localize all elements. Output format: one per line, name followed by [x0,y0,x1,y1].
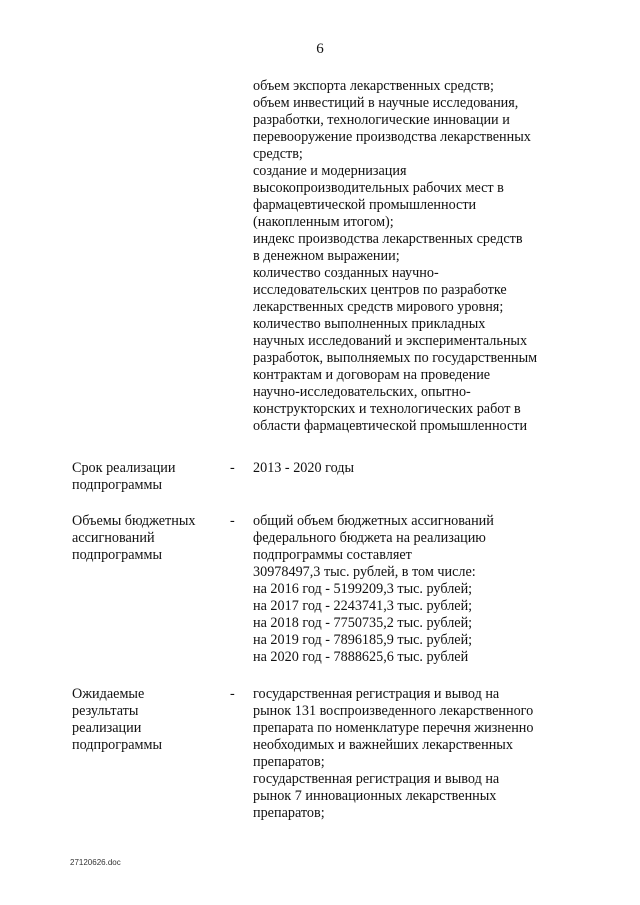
label-line: результаты [72,703,139,719]
indicator-line: объем экспорта лекарственных средств; [253,78,494,94]
indicator-line: (накопленным итогом); [253,214,394,230]
indicator-line: количество выполненных прикладных [253,316,486,332]
indicator-line: научно-исследовательских, опытно- [253,384,471,400]
content-line: препаратов; [253,754,325,770]
indicator-line: разработок, выполняемых по государственным [253,350,538,366]
row-dash: - [230,513,235,529]
indicator-line: области фармацевтической промышленности [253,418,528,434]
content-line: федерального бюджета на реализацию [253,530,486,546]
budget-year-line: на 2017 год - 2243741,3 тыс. рублей; [253,598,473,614]
indicator-line: конструкторских и технологических работ в [253,401,521,417]
label-line: Объемы бюджетных [72,513,196,529]
label-line: подпрограммы [72,547,162,563]
content-line: 30978497,3 тыс. рублей, в том числе: [253,564,476,580]
budget-year-line: на 2016 год - 5199209,3 тыс. рублей; [253,581,473,597]
budget-allocations-value [253,513,494,666]
content-line: рынок 131 воспроизведенного лекарственного [253,703,534,719]
indicator-line: индекс производства лекарственных средств [253,231,523,247]
implementation-period-value [253,460,354,477]
budget-year-line: на 2019 год - 7896185,9 тыс. рублей; [253,632,473,648]
indicator-line: фармацевтической промышленности [253,197,477,213]
label-line: Срок реализации [72,460,176,476]
implementation-period-label [72,460,175,494]
expected-results-value [253,686,533,822]
indicator-list-continued [253,78,537,435]
label-line: подпрограммы [72,737,162,753]
indicator-line: научных исследований и экспериментальных [253,333,528,349]
footer-filename: 27120626.doc [70,858,121,867]
content-line: подпрограммы составляет [253,547,412,563]
content-line: рынок 7 инновационных лекарственных [253,788,497,804]
expected-results-label [72,686,162,754]
page-number: 6 [316,41,324,57]
label-line: Ожидаемые [72,686,145,702]
label-line: реализации [72,720,142,736]
label-line: ассигнований [72,530,155,546]
content-line: необходимых и важнейших лекарственных [253,737,513,753]
label-line: подпрограммы [72,477,162,493]
row-dash: - [230,460,235,476]
indicator-line: перевооружение производства лекарственных [253,129,531,145]
budget-allocations-label [72,513,195,564]
content-line: государственная регистрация и вывод на [253,686,500,702]
content-line: препаратов; [253,805,325,821]
indicator-line: объем инвестиций в научные исследования, [253,95,519,111]
indicator-line: средств; [253,146,303,162]
indicator-line: высокопроизводительных рабочих мест в [253,180,504,196]
content-line: 2013 - 2020 годы [253,460,355,476]
content-line: препарата по номенклатуре перечня жизненно [253,720,534,736]
indicator-line: разработки, технологические инновации и [253,112,510,128]
indicator-line: создание и модернизация [253,163,407,179]
content-line: государственная регистрация и вывод на [253,771,500,787]
budget-year-line: на 2018 год - 7750735,2 тыс. рублей; [253,615,473,631]
indicator-line: количество созданных научно- [253,265,439,281]
indicator-line: в денежном выражении; [253,248,400,264]
indicator-line: контрактам и договорам на проведение [253,367,491,383]
indicator-line: исследовательских центров по разработке [253,282,507,298]
content-line: общий объем бюджетных ассигнований [253,513,494,529]
budget-year-line: на 2020 год - 7888625,6 тыс. рублей [253,649,469,665]
indicator-line: лекарственных средств мирового уровня; [253,299,504,315]
row-dash: - [230,686,235,702]
